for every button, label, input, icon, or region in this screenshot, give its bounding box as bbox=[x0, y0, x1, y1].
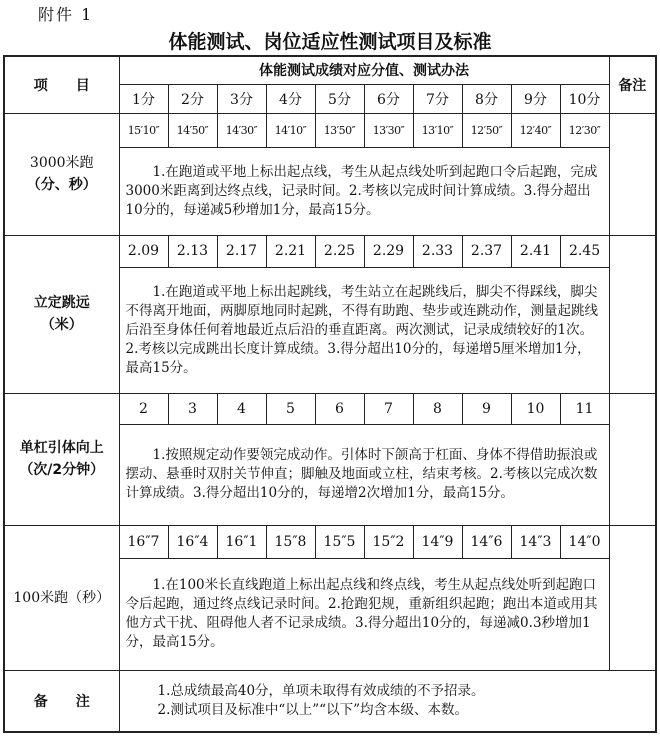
score-value: 9 bbox=[462, 393, 511, 424]
score-value: 15″2 bbox=[364, 525, 413, 558]
score-value: 2.29 bbox=[364, 235, 413, 267]
score-header: 1分 bbox=[119, 84, 168, 113]
score-value: 12′30″ bbox=[560, 113, 609, 147]
score-value: 14″0 bbox=[560, 525, 609, 558]
score-header: 9分 bbox=[511, 84, 560, 113]
score-value: 2.09 bbox=[119, 235, 168, 267]
test-method bbox=[119, 147, 609, 235]
remarks-cell bbox=[609, 235, 656, 393]
test-method bbox=[119, 267, 609, 393]
score-header: 3分 bbox=[217, 84, 266, 113]
score-value: 2.13 bbox=[168, 235, 217, 267]
score-value: 6 bbox=[315, 393, 364, 424]
test-method bbox=[119, 558, 609, 670]
score-header: 5分 bbox=[315, 84, 364, 113]
score-value: 13′30″ bbox=[364, 113, 413, 147]
score-value: 14″9 bbox=[413, 525, 462, 558]
score-value: 14″6 bbox=[462, 525, 511, 558]
attachment-label: 附件 1 bbox=[38, 5, 94, 24]
score-value: 3 bbox=[168, 393, 217, 424]
score-header: 6分 bbox=[364, 84, 413, 113]
score-value: 2.25 bbox=[315, 235, 364, 267]
footer-note-2: 2.测试项目及标准中“以上”“以下”均含本级、本数。 bbox=[157, 701, 468, 718]
row-label-line1: 立定跳远 bbox=[33, 295, 90, 311]
row-label-pull-ups bbox=[4, 393, 119, 525]
row-label-line1: 单杠引体向上 bbox=[19, 440, 104, 456]
score-value: 8 bbox=[413, 393, 462, 424]
score-value: 10 bbox=[511, 393, 560, 424]
score-value: 2.41 bbox=[511, 235, 560, 267]
footer-note-1: 1.总成绩最高40分，单项未取得有效成绩的不予招录。 bbox=[157, 682, 485, 699]
score-header: 2分 bbox=[168, 84, 217, 113]
score-value: 15″8 bbox=[266, 525, 315, 558]
row-label-line2: （次/2分钟） bbox=[19, 462, 105, 478]
score-value: 5 bbox=[266, 393, 315, 424]
score-value: 2.17 bbox=[217, 235, 266, 267]
header-scores-title: 体能测试成绩对应分值、测试办法 bbox=[119, 56, 609, 84]
score-value: 16″7 bbox=[119, 525, 168, 558]
row-label-line2: （分、秒） bbox=[26, 177, 97, 193]
page-title: 体能测试、岗位适应性测试项目及标准 bbox=[168, 31, 492, 53]
score-value: 4 bbox=[217, 393, 266, 424]
score-value: 7 bbox=[364, 393, 413, 424]
remarks-cell bbox=[609, 525, 656, 670]
score-value: 2.37 bbox=[462, 235, 511, 267]
score-value: 2 bbox=[119, 393, 168, 424]
header-remarks: 备注 bbox=[609, 56, 656, 113]
test-method-text: 1.在跑道或平地上标出起点线，考生从起点线处听到起跑口令后起跑，完成3000米距离到达终点线，记录时间。2.考核以完成时间计算成绩。3.得分超出10分的，每递减5秒增加1分，最高15分。 bbox=[125, 163, 598, 218]
test-method-text: 1.在100米长直线跑道上标出起点线和终点线，考生从起点线处听到起跑口令后起跑，通过终点线记录时间。2.抢跑犯规，重新组织起跑；跑出本道或用其他方式干扰、阻碍他人者不记录成绩。3.得分超出10分的，每递减0.3秒增加1分，最高15分。 bbox=[125, 577, 598, 650]
score-value: 16″4 bbox=[168, 525, 217, 558]
row-label-3000m bbox=[4, 113, 119, 235]
score-value: 2.33 bbox=[413, 235, 462, 267]
score-value: 12′50″ bbox=[462, 113, 511, 147]
footer-label: 备 注 bbox=[4, 670, 119, 732]
header-item: 项 目 bbox=[4, 56, 119, 113]
score-header: 8分 bbox=[462, 84, 511, 113]
test-method bbox=[119, 424, 609, 525]
remarks-cell bbox=[609, 113, 656, 235]
row-label-long-jump bbox=[4, 235, 119, 393]
score-value: 2.45 bbox=[560, 235, 609, 267]
row-label-line1: 100米跑（秒） bbox=[13, 589, 111, 606]
score-value: 12′40″ bbox=[511, 113, 560, 147]
score-value: 16″1 bbox=[217, 525, 266, 558]
score-header: 7分 bbox=[413, 84, 462, 113]
test-method-text: 1.按照规定动作要领完成动作。引体时下颌高于杠面、身体不得借助振浪或摆动、悬垂时双肘关节伸直；脚触及地面或立柱，结束考核。2.考核以完成次数计算成绩。3.得分超出10分的，每递增2次增加1分，最高15分。 bbox=[125, 447, 598, 501]
score-value: 13′10″ bbox=[413, 113, 462, 147]
footer-notes bbox=[119, 670, 656, 732]
score-value: 13′50″ bbox=[315, 113, 364, 147]
score-value: 2.21 bbox=[266, 235, 315, 267]
score-value: 14′30″ bbox=[217, 113, 266, 147]
score-value: 14″3 bbox=[511, 525, 560, 558]
row-label-line1: 3000米跑 bbox=[29, 155, 94, 171]
score-value: 15″5 bbox=[315, 525, 364, 558]
score-header: 10分 bbox=[560, 84, 609, 113]
test-method-text: 1.在跑道或平地上标出起跳线，考生站立在起跳线后，脚尖不得踩线，脚尖不得离开地面，两脚原地同时起跳，不得有助跑、垫步或连跳动作，测量起跳线后沿至身体任何着地最近点后沿的垂直距离。两次测试，记录成绩较好的1次。2.考核以完成跳出长度计算成绩。3.得分超出10分的，每递增5厘米增加1分，最高15分。 bbox=[125, 283, 598, 376]
score-value: 14′50″ bbox=[168, 113, 217, 147]
row-label-line2: （米） bbox=[40, 317, 83, 333]
score-value: 14′10″ bbox=[266, 113, 315, 147]
row-label-100m bbox=[4, 525, 119, 670]
score-value: 15′10″ bbox=[119, 113, 168, 147]
score-header: 4分 bbox=[266, 84, 315, 113]
standards-table bbox=[3, 55, 657, 733]
remarks-cell bbox=[609, 393, 656, 525]
score-value: 11 bbox=[560, 393, 609, 424]
